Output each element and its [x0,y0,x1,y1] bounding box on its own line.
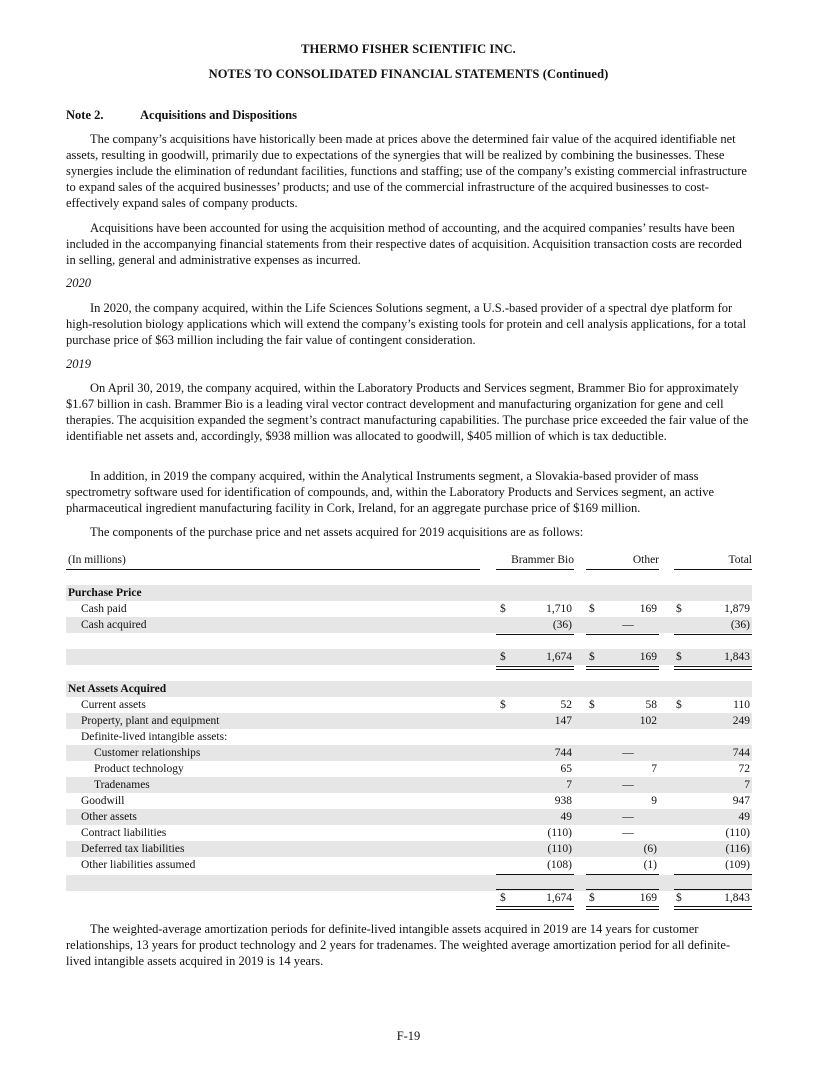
unit-label: (In millions) [68,554,126,566]
cell-value: (36) [730,619,750,631]
row-label: Property, plant and equipment [81,715,220,727]
cell-value: 49 [738,811,750,823]
row-label: Goodwill [81,795,125,807]
cell-value: — [622,619,634,631]
table-row [66,681,752,697]
cell-value: 169 [639,651,657,663]
cell-value: 9 [651,795,657,807]
column-header-brammer: Brammer Bio [511,554,574,566]
cell-value: 947 [732,795,750,807]
currency-symbol: $ [589,651,595,663]
row-label: Cash acquired [81,619,147,631]
paragraph-goodwill: The company’s acquisitions have historically been made at prices above the determined fair value of the acquired identifiable net assets, resulting in goodwill, primarily due to expectations of the synergies that will be realized by combining the businesses. These synergies include the elimination of redundant facilities, functions and staffing; use of the company’s existing commercial infrastructure to expand sales of the acquired businesses’ products; and use of the commercial infrastructure of the acquired businesses to cost-effectively expand sales of company products. [66,132,747,210]
cell-value: 1,710 [546,603,572,615]
total-rule [586,889,659,890]
cell-value: 52 [560,699,572,711]
total-double-rule [496,906,574,910]
row-label: Tradenames [94,779,150,791]
table-row [66,713,752,729]
cell-value: — [622,779,634,791]
cell-value: 744 [732,747,750,759]
row-label: Current assets [81,699,146,711]
currency-symbol: $ [676,892,682,904]
table-row [66,825,752,841]
notes-subtitle: NOTES TO CONSOLIDATED FINANCIAL STATEMENTS (Continued) [208,67,609,81]
table-row [66,777,752,793]
cell-value: 49 [560,811,572,823]
row-label: Customer relationships [94,747,201,759]
year-heading-2019: 2019 [66,357,91,371]
row-label: Definite-lived intangible assets: [81,731,228,743]
total-double-rule [586,906,659,910]
currency-symbol: $ [589,699,595,711]
cell-value: 1,879 [724,603,750,615]
table-row [66,729,752,745]
company-name: THERMO FISHER SCIENTIFIC INC. [301,42,516,56]
note-title: Acquisitions and Dispositions [140,108,298,122]
cell-value: (110) [725,827,750,839]
cell-value: (6) [643,843,657,855]
table-row [66,761,752,777]
section-title-purchase-price: Purchase Price [68,587,142,599]
header-rule [674,569,752,570]
page-number: F-19 [396,1029,421,1043]
total-double-rule [674,666,752,670]
cell-value: 169 [639,892,657,904]
cell-value: (1) [643,859,657,871]
cell-value: 65 [560,763,572,775]
cell-value: 1,674 [546,651,572,663]
table-row [66,601,752,617]
paragraph-amortization: The weighted-average amortization periods for definite-lived intangible assets acquired in 2019 are 14 years for customer relationships, 13 years for product technology and 2 years for tradenames. The weighted average amortization period for all definite-lived intangible assets acquired in 2019 is 14 years. [66,922,731,968]
cell-value: (36) [552,619,572,631]
cell-value: (109) [725,859,750,871]
note-heading [66,108,297,123]
row-label: Other liabilities assumed [81,859,196,871]
currency-symbol: $ [676,651,682,663]
table-row [66,857,752,873]
row-label: Cash paid [81,603,127,615]
table-row [66,745,752,761]
total-double-rule [586,666,659,670]
currency-symbol: $ [676,603,682,615]
paragraph-other-2019: In addition, in 2019 the company acquired, within the Analytical Instruments segment, a Slovakia-based provider of mass spectrometry software used for identification of compounds, and, within the Laboratory Products and Services segment, an active pharmaceutical ingredient manufacturing facility in Cork, Ireland, for an aggregate purchase price of $169 million. [66,469,715,515]
cell-value: 744 [554,747,572,759]
year-heading-2020: 2020 [66,276,91,290]
total-rule [674,889,752,890]
currency-symbol: $ [589,603,595,615]
cell-value: 72 [738,763,750,775]
cell-value: 102 [639,715,657,727]
cell-value: 7 [566,779,572,791]
header-rule [496,569,574,570]
table-row [66,793,752,809]
cell-value: 58 [645,699,657,711]
subtotal-rule [674,634,752,635]
paragraph-2020: In 2020, the company acquired, within the Life Sciences Solutions segment, a U.S.-based provider of a spectral dye platform for high-resolution biology applications which will extend the company’s existing tools for protein and cell analysis applications, for a total purchase price of $63 million including the fair value of contingent consideration. [66,301,747,347]
table-row [66,890,752,906]
cell-value: 1,674 [546,892,572,904]
currency-symbol: $ [500,892,506,904]
paragraph-brammer-bio: On April 30, 2019, the company acquired, within the Laboratory Products and Services segment, Brammer Bio for approximately $1.67 billion in cash. Brammer Bio is a leading viral vector contract development and manufacturing organization for gene and cell therapies. The acquisition expanded the segment’s contract manufacturing capabilities. The purchase price exceeded the fair value of the identifiable net assets and, accordingly, $938 million was allocated to goodwill, $405 million of which is tax deductible. [66,381,749,443]
subtotal-rule [496,634,574,635]
cell-value: (110) [547,827,572,839]
table-row [66,841,752,857]
cell-value: 1,843 [724,892,750,904]
paragraph-acquisition-method: Acquisitions have been accounted for using the acquisition method of accounting, and the acquired companies’ results have been included in the accompanying financial statements from their respective dates of acquisition. Acquisition transaction costs are recorded in selling, general and administrative expenses as incurred. [66,221,742,267]
cell-value: 938 [554,795,572,807]
cell-value: (108) [547,859,572,871]
subtotal-rule [586,634,659,635]
currency-symbol: $ [500,603,506,615]
currency-symbol: $ [500,651,506,663]
row-label: Deferred tax liabilities [81,843,185,855]
table-row [66,617,752,633]
cell-value: 7 [744,779,750,791]
cell-value: — [622,827,634,839]
currency-symbol: $ [500,699,506,711]
currency-symbol: $ [676,699,682,711]
cell-value: (116) [725,843,750,855]
cell-value: 7 [651,763,657,775]
total-double-rule [496,666,574,670]
row-label: Other assets [81,811,137,823]
table-row [66,585,752,601]
paragraph-components-intro: The components of the purchase price and net assets acquired for 2019 acquisitions are as follows: [90,525,584,539]
row-label: Contract liabilities [81,827,167,839]
cell-value: (110) [547,843,572,855]
cell-value: — [622,811,634,823]
header-rule [586,569,659,570]
column-header-other: Other [632,554,659,566]
cell-value: 1,843 [724,651,750,663]
section-title-net-assets: Net Assets Acquired [68,683,167,695]
column-header-total: Total [728,554,752,566]
currency-symbol: $ [589,892,595,904]
table-row [66,649,752,665]
total-double-rule [674,906,752,910]
total-rule [496,889,574,890]
header-rule [66,569,480,570]
table-row [66,809,752,825]
cell-value: 147 [554,715,572,727]
cell-value: 169 [639,603,657,615]
note-number: Note 2. [66,108,104,122]
cell-value: 249 [732,715,750,727]
row-label: Product technology [94,763,184,775]
table-row [66,697,752,713]
cell-value: 110 [733,699,750,711]
cell-value: — [622,747,634,759]
